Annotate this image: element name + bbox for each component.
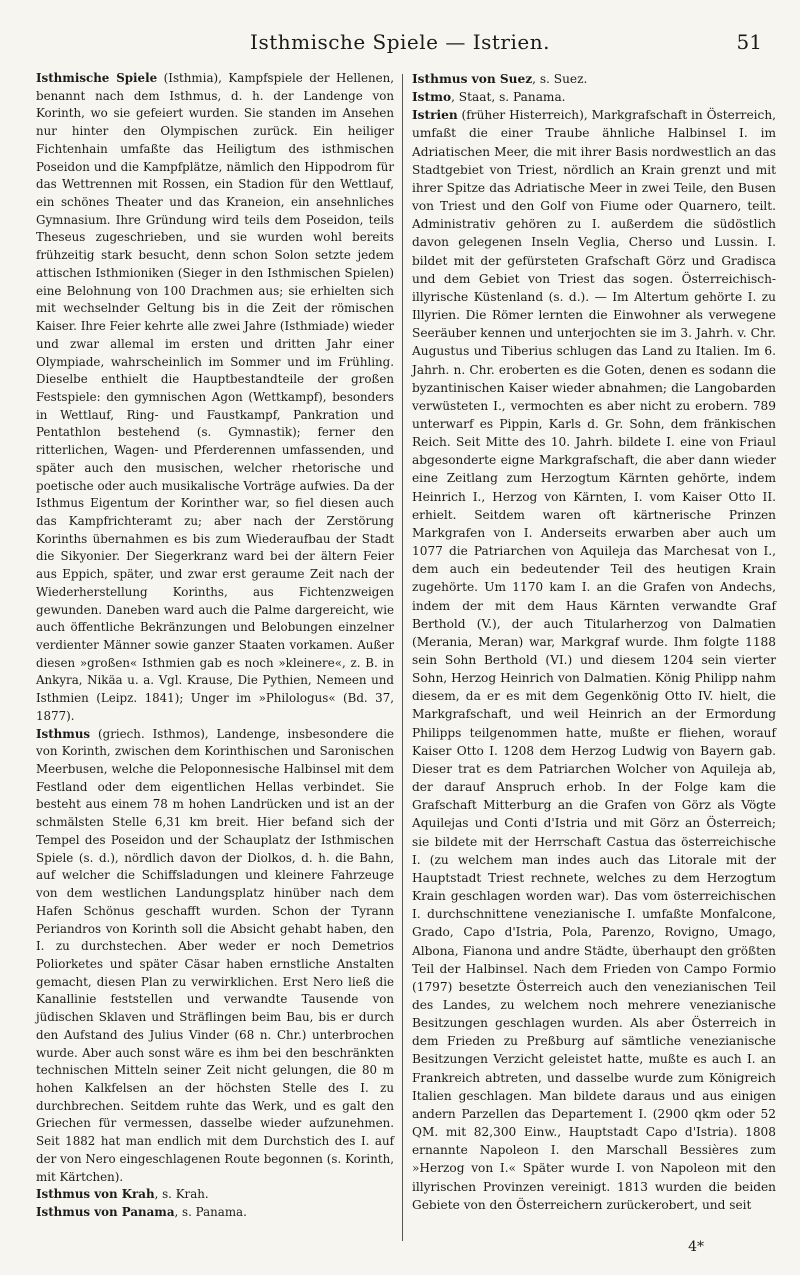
right-column [412,70,776,1214]
running-title: Isthmische Spiele — Istrien. [250,30,550,54]
entry-text: (griech. Isthmos), Landenge, insbesondere die von Korinth, zwischen dem Korinthischen und Saronischen Meerbusen, welche die Peloponnesische Halbinsel mit dem Festland oder dem eigentlichen Hellas verbindet. Sie besteht aus einem 78 m hohen Landrücken und ist an der schmälsten Stelle 6,31 km breit. Hier befand sich der Tempel des Poseidon und der Schauplatz der Isthmischen Spiele (s. d.), nördlich davon der Diolkos, d. h. die Bahn, auf welcher die Schiffsladungen und kleinere Fahrzeuge von dem westlichen Landungsplatz hinüber nach dem Hafen Schönus geschafft wurden. Schon der Tyrann Periandros von Korinth soll die Absicht gehabt haben, den I. zu durchstechen. Aber weder er noch Demetrios Poliorketes und später Cäsar haben ernstliche Anstalten gemacht, diesen Plan zu verwirklichen. Erst Nero ließ die Kanallinie feststellen und verwandte Tausende von jüdischen Sklaven und Sträflingen beim Bau, bis er durch den Aufstand des Julius Vinder (68 n. Chr.) unterbrochen wurde. Aber auch sonst wäre es ihm bei den beschränkten technischen Mitteln seiner Zeit nicht gelungen, die 80 m hohen Kalkfelsen an der höchsten Stelle des I. zu durchbrechen. Seitdem ruhte das Werk, und es galt den Griechen für vermessen, dasselbe wieder aufzunehmen. Seit 1882 hat man endlich mit dem Durchstich des I. auf der von Nero eingeschlagenen Route begonnen (s. Korinth, mit Kärtchen). [36,726,394,1184]
entry-headword: Isthmus von Krah [36,1187,155,1202]
entry-isthmus-von-krah [36,1186,394,1204]
entry-headword: Istmo [412,90,452,105]
running-header [36,26,764,66]
entry-headword: Isthmus von Suez [412,72,533,86]
entry-isthmische-spiele [36,70,394,726]
entry-isthmus-von-panama [36,1204,394,1222]
entry-text: , s. Suez. [532,72,588,86]
entry-headword: Isthmus [36,726,91,741]
entry-headword: Isthmus von Panama [36,1205,175,1219]
column-divider [402,74,403,1241]
signature-mark: 4* [688,1239,704,1255]
entry-isthmus [36,726,394,1187]
left-column [36,70,394,1222]
entry-istmo [412,88,776,106]
entry-text: (früher Histerreich), Markgrafschaft in Österreich, umfaßt die einer Traube ähnliche Halbinsel I. im Adriatischen Meer, die mit ihrer Basis nordwestlich an das Stadtgebiet von Triest, nördlich an Krain grenzt und mit ihrer Spitze das Adriatische Meer in zwei Teile, den Busen von Triest und den Golf von Fiume oder Quarnero, teilt. Administrativ gehören zu I. außerdem die südöstlich davon gelegenen Inseln Veglia, Cherso und Lussin. I. bildet mit der gefürsteten Grafschaft Görz und Gradisca und dem Gebiet von Triest das sogen. Österreichisch-illyrische Küstenland (s. d.). — Im Altertum gehörte I. zu Illyrien. Die Römer lernten die Einwohner als verwegene Seeräuber kennen und unterjochten sie im 3. Jahrh. v. Chr. Augustus und Tiberius schlugen das Land zu Italien. Im 6. Jahrh. n. Chr. eroberten es die Goten, denen es sodann die byzantinischen Kaiser wieder abnahmen; die Langobarden verwüsteten I., vermochten es aber nicht zu erobern. 789 unterwarf es Pippin, Karls d. Gr. Sohn, dem fränkischen Reich. Seit Mitte des 10. Jahrh. bildete I. eine von Friaul abgesonderte eigne Markgrafschaft, die aber dann wieder eine Zeitlang zum Herzogtum Kärnten gehörte, indem Heinrich I., Herzog von Kärnten, I. vom Kaiser Otto II. erhielt. Seitdem waren oft kärtnerische Prinzen Markgrafen von I. Anderseits erwarben aber auch um 1077 die Patriarchen von Aquileja das Marchesat von I., dem auch ein bedeutender Teil des heutigen Krain zugehörte. Um 1170 kam I. an die Grafen von Andechs, indem der mit dem Haus Kärnten verwandte Graf Berthold (V.), der auch Titularherzog von Dalmatien (Merania, Meran) war, Markgraf wurde. Ihm folgte 1188 sein Sohn Berthold (VI.) und diesem 1204 sein vierter Sohn, Herzog Heinrich von Dalmatien. König Philipp nahm diesem, da er es mit dem Gegenkönig Otto IV. hielt, die Markgrafschaft, und weil Heinrich an der Ermordung Philipps teilgenommen hatte, mußte er fliehen, worauf Kaiser Otto I. 1208 dem Herzog Ludwig von Bayern gab. Dieser trat es dem Patriarchen Wolcher von Aquileja ab, der darauf Anspruch erhob. In der Folge kam die Grafschaft Mitterburg an die Grafen von Görz als Vögte Aquilejas und Conti d'Istria und mit Görz an Österreich; sie bildete mit der Herrschaft Castua das österreichische I. (zu welchem man indes auch das Litorale mit der Hauptstadt Triest rechnete, welches zu dem Herzogtum Krain geschlagen worden war). Das vom österreichischen I. durchschnittene venezianische I. umfaßte Monfalcone, Grado, Capo d'Istria, Pola, Parenzo, Rovigno, Umago, Albona, Fianona und andre Städte, überhaupt den größten Teil der Halbinsel. Nach dem Frieden von Campo Formio (1797) besetzte Österreich auch den venezianischen Teil des Landes, zu welchem noch mehrere venezianische Besitzungen geschlagen wurden. Als aber Österreich in dem Frieden zu Preßburg auf sämtliche venezianische Besitzungen Verzicht geleistet hatte, mußte es auch I. an Frankreich abtreten, und dasselbe wurde zum Königreich Italien geschlagen. Man bildete daraus und aus einigen andern Parzellen das Departement I. (2900 qkm oder 52 QM. mit 82,300 Einw., Hauptstadt Capo d'Istria). 1808 ernannte Napoleon I. den Marschall Bessières zum »Herzog von I.« Später wurde I. von Napoleon mit den illyrischen Provinzen vereinigt. 1813 wurden die beiden Gebiete von den Österreichern zurückerobert, und seit [412,108,776,1212]
entry-text: , Staat, s. Panama. [451,90,566,105]
entry-isthmus-von-suez [412,70,776,88]
entry-headword: Isthmische Spiele [36,71,158,85]
page-number: 51 [736,30,762,54]
entry-text: , s. Krah. [154,1187,209,1202]
entry-headword: Istrien [412,108,458,123]
entry-text: , s. Panama. [174,1205,247,1219]
entry-text: (Isthmia), Kampfspiele der Hellenen, benannt nach dem Isthmus, d. h. der Landenge von Korinth, wo sie gefeiert wurden. Sie standen im Ansehen nur hinter den Olympischen zurück. Ein heiliger Fichtenhain umfaßte das Heiligtum des isthmischen Poseidon und die Kampfplätze, nämlich den Hippodrom für das Wettrennen mit Rossen, ein Stadion für den Wettlauf, ein schönes Theater und das Kraneion, ein ansehnliches Gymnasium. Ihre Gründung wird teils dem Poseidon, teils Theseus zugeschrieben, und sie wurden wohl bereits frühzeitig stark besucht, denn schon Solon setzte jedem attischen Isthmioniken (Sieger in den Isthmischen Spielen) eine Belohnung von 100 Drachmen aus; sie erhielten sich mit wechselnder Geltung bis in die Zeit der römischen Kaiser. Ihre Feier kehrte alle zwei Jahre (Isthmiade) wieder und zwar allemal im ersten und dritten Jahr einer Olympiade, wahrscheinlich im Sommer und im Frühling. Dieselbe enthielt die Hauptbestandteile der großen Festspiele: den gymnischen Agon (Wettkampf), besonders in Wettlauf, Ring- und Faustkampf, Pankration und Pentathlon bestehend (s. Gymnastik); ferner den ritterlichen, Wagen- und Pferderennen umfassenden, und später auch den musischen, welcher rhetorische und poetische oder auch musikalische Vorträge aufwies. Da der Isthmus Eigentum der Korinther war, so fiel diesen auch das Kampfrichteramt zu; aber nach der Zerstörung Korinths übernahmen es bis zum Wiederaufbau der Stadt die Sikyonier. Der Siegerkranz ward bei der ältern Feier aus Eppich, später, und zwar erst geraume Zeit nach der Wiederherstellung Korinths, aus Fichtenzweigen gewunden. Daneben ward auch die Palme dargereicht, wie auch öffentliche Bekränzungen und Belobungen einzelner verdienter Männer sowie ganzer Staaten vorkamen. Außer diesen »großen« Isthmien gab es noch »kleinere«, z. B. in Ankyra, Nikäa u. a. Vgl. Krause, Die Pythien, Nemeen und Isthmien (Leipz. 1841); Unger im »Philologus« (Bd. 37, 1877). [36,71,395,723]
entry-istrien [412,106,776,1214]
